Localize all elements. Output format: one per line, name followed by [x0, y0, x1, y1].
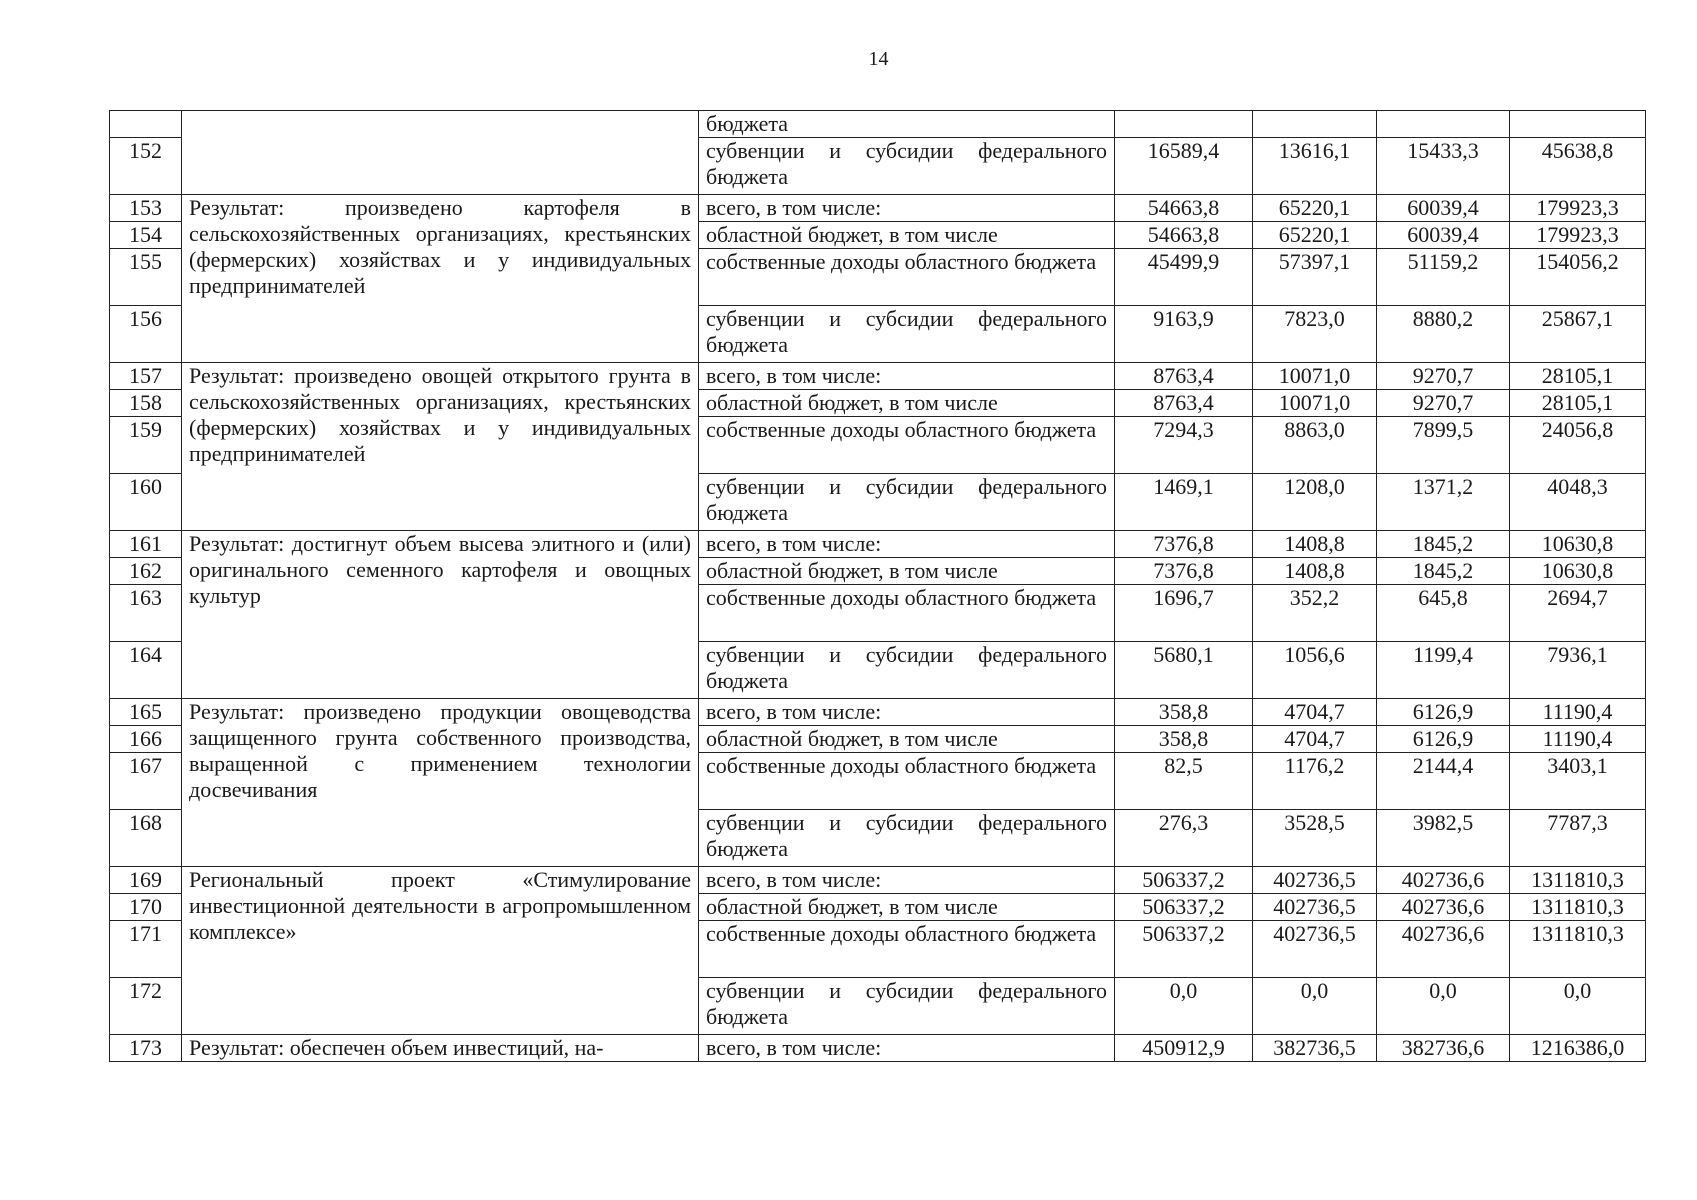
value-cell: 9163,9	[1115, 306, 1253, 363]
funding-source: всего, в том числе:	[699, 1035, 1115, 1062]
value-cell: 402736,5	[1253, 867, 1377, 894]
value-cell: 352,2	[1253, 585, 1377, 642]
funding-source: областной бюджет, в том числе	[699, 558, 1115, 585]
value-cell: 179923,3	[1510, 222, 1646, 249]
value-cell: 382736,5	[1253, 1035, 1377, 1062]
value-cell: 179923,3	[1510, 195, 1646, 222]
value-cell	[1510, 111, 1646, 138]
row-number: 172	[110, 978, 182, 1035]
row-number: 169	[110, 867, 182, 894]
value-cell: 1311810,3	[1510, 867, 1646, 894]
value-cell: 450912,9	[1115, 1035, 1253, 1062]
value-cell: 7787,3	[1510, 810, 1646, 867]
row-number: 160	[110, 474, 182, 531]
value-cell: 6126,9	[1377, 699, 1510, 726]
funding-source: собственные доходы областного бюджета	[699, 585, 1115, 642]
value-cell: 1845,2	[1377, 558, 1510, 585]
value-cell: 13616,1	[1253, 138, 1377, 195]
value-cell: 1216386,0	[1510, 1035, 1646, 1062]
value-cell: 65220,1	[1253, 195, 1377, 222]
value-cell: 1208,0	[1253, 474, 1377, 531]
funding-source: областной бюджет, в том числе	[699, 390, 1115, 417]
value-cell: 506337,2	[1115, 894, 1253, 921]
table-row	[110, 867, 1646, 894]
value-cell: 16589,4	[1115, 138, 1253, 195]
row-number: 165	[110, 699, 182, 726]
funding-source: всего, в том числе:	[699, 531, 1115, 558]
funding-source: собственные доходы областного бюджета	[699, 417, 1115, 474]
row-number: 164	[110, 642, 182, 699]
value-cell: 45638,8	[1510, 138, 1646, 195]
table-row	[110, 531, 1646, 558]
table-row	[110, 195, 1646, 222]
value-cell: 1311810,3	[1510, 894, 1646, 921]
value-cell: 1199,4	[1377, 642, 1510, 699]
result-description: Результат: достигнут объем высева элитного и (или) оригинального семенного картофеля и овощных культур	[182, 531, 699, 699]
value-cell: 0,0	[1253, 978, 1377, 1035]
value-cell: 28105,1	[1510, 390, 1646, 417]
value-cell: 9270,7	[1377, 390, 1510, 417]
value-cell: 1371,2	[1377, 474, 1510, 531]
value-cell: 0,0	[1115, 978, 1253, 1035]
value-cell: 7899,5	[1377, 417, 1510, 474]
value-cell: 60039,4	[1377, 222, 1510, 249]
value-cell: 7376,8	[1115, 531, 1253, 558]
page-number: 14	[868, 48, 889, 70]
row-number: 159	[110, 417, 182, 474]
value-cell: 60039,4	[1377, 195, 1510, 222]
value-cell: 402736,6	[1377, 894, 1510, 921]
row-number: 167	[110, 753, 182, 810]
value-cell: 10071,0	[1253, 390, 1377, 417]
value-cell: 0,0	[1377, 978, 1510, 1035]
row-number: 152	[110, 138, 182, 195]
funding-source: субвенции и субсидии федерального бюджета	[699, 810, 1115, 867]
value-cell: 10630,8	[1510, 558, 1646, 585]
value-cell: 1696,7	[1115, 585, 1253, 642]
budget-table	[109, 110, 1646, 1062]
row-number: 156	[110, 306, 182, 363]
value-cell: 9270,7	[1377, 363, 1510, 390]
funding-source: бюджета	[699, 111, 1115, 138]
result-description: Результат: произведено овощей открытого грунта в сельскохозяйственных организациях, крестьянских (фермерских) хозяйствах и у индивидуальных предпринимателей	[182, 363, 699, 531]
value-cell: 10630,8	[1510, 531, 1646, 558]
result-description: Результат: произведено продукции овощеводства защищенного грунта собственного производства, выращенной с применением технологии досвечивания	[182, 699, 699, 867]
value-cell: 5680,1	[1115, 642, 1253, 699]
result-description: Результат: обеспечен объем инвестиций, на-	[182, 1035, 699, 1062]
funding-source: субвенции и субсидии федерального бюджета	[699, 474, 1115, 531]
value-cell: 1845,2	[1377, 531, 1510, 558]
row-number: 170	[110, 894, 182, 921]
value-cell: 45499,9	[1115, 249, 1253, 306]
result-description	[182, 111, 699, 195]
value-cell: 7294,3	[1115, 417, 1253, 474]
table-row	[110, 1035, 1646, 1062]
value-cell: 8763,4	[1115, 363, 1253, 390]
value-cell: 3528,5	[1253, 810, 1377, 867]
value-cell	[1377, 111, 1510, 138]
funding-source: собственные доходы областного бюджета	[699, 921, 1115, 978]
value-cell: 402736,6	[1377, 867, 1510, 894]
value-cell: 402736,5	[1253, 921, 1377, 978]
value-cell: 7823,0	[1253, 306, 1377, 363]
value-cell: 402736,5	[1253, 894, 1377, 921]
value-cell: 3982,5	[1377, 810, 1510, 867]
row-number: 166	[110, 726, 182, 753]
value-cell: 4704,7	[1253, 726, 1377, 753]
value-cell: 8880,2	[1377, 306, 1510, 363]
funding-source: областной бюджет, в том числе	[699, 222, 1115, 249]
value-cell: 8863,0	[1253, 417, 1377, 474]
value-cell: 2144,4	[1377, 753, 1510, 810]
funding-source: всего, в том числе:	[699, 699, 1115, 726]
result-description: Региональный проект «Стимулирование инвестиционной деятельности в агропромышленном комплексе»	[182, 867, 699, 1035]
value-cell: 358,8	[1115, 699, 1253, 726]
table-row	[110, 699, 1646, 726]
value-cell: 15433,3	[1377, 138, 1510, 195]
funding-source: всего, в том числе:	[699, 363, 1115, 390]
value-cell: 24056,8	[1510, 417, 1646, 474]
funding-source: областной бюджет, в том числе	[699, 894, 1115, 921]
value-cell: 382736,6	[1377, 1035, 1510, 1062]
value-cell: 57397,1	[1253, 249, 1377, 306]
value-cell: 1469,1	[1115, 474, 1253, 531]
value-cell: 358,8	[1115, 726, 1253, 753]
result-description: Результат: произведено картофеля в сельскохозяйственных организациях, крестьянских (фермерских) хозяйствах и у индивидуальных предпринимателей	[182, 195, 699, 363]
value-cell: 6126,9	[1377, 726, 1510, 753]
funding-source: субвенции и субсидии федерального бюджета	[699, 978, 1115, 1035]
value-cell: 4704,7	[1253, 699, 1377, 726]
value-cell: 1311810,3	[1510, 921, 1646, 978]
value-cell: 54663,8	[1115, 195, 1253, 222]
value-cell: 154056,2	[1510, 249, 1646, 306]
funding-source: областной бюджет, в том числе	[699, 726, 1115, 753]
value-cell: 645,8	[1377, 585, 1510, 642]
value-cell: 1056,6	[1253, 642, 1377, 699]
value-cell: 506337,2	[1115, 867, 1253, 894]
value-cell: 82,5	[1115, 753, 1253, 810]
funding-source: всего, в том числе:	[699, 867, 1115, 894]
value-cell: 1408,8	[1253, 531, 1377, 558]
row-number: 154	[110, 222, 182, 249]
value-cell: 7936,1	[1510, 642, 1646, 699]
row-number: 168	[110, 810, 182, 867]
value-cell: 25867,1	[1510, 306, 1646, 363]
row-number: 153	[110, 195, 182, 222]
value-cell	[1115, 111, 1253, 138]
funding-source: всего, в том числе:	[699, 195, 1115, 222]
value-cell: 2694,7	[1510, 585, 1646, 642]
value-cell: 65220,1	[1253, 222, 1377, 249]
funding-source: субвенции и субсидии федерального бюджета	[699, 642, 1115, 699]
value-cell: 28105,1	[1510, 363, 1646, 390]
table-row	[110, 111, 1646, 138]
value-cell: 11190,4	[1510, 699, 1646, 726]
row-number: 171	[110, 921, 182, 978]
value-cell: 1408,8	[1253, 558, 1377, 585]
funding-source: собственные доходы областного бюджета	[699, 753, 1115, 810]
row-number: 158	[110, 390, 182, 417]
value-cell: 506337,2	[1115, 921, 1253, 978]
value-cell: 276,3	[1115, 810, 1253, 867]
value-cell: 0,0	[1510, 978, 1646, 1035]
row-number: 155	[110, 249, 182, 306]
value-cell: 3403,1	[1510, 753, 1646, 810]
value-cell: 8763,4	[1115, 390, 1253, 417]
funding-source: собственные доходы областного бюджета	[699, 249, 1115, 306]
value-cell: 402736,6	[1377, 921, 1510, 978]
row-number: 162	[110, 558, 182, 585]
table-row	[110, 363, 1646, 390]
row-number: 163	[110, 585, 182, 642]
funding-source: субвенции и субсидии федерального бюджета	[699, 306, 1115, 363]
value-cell: 54663,8	[1115, 222, 1253, 249]
value-cell: 11190,4	[1510, 726, 1646, 753]
row-number: 157	[110, 363, 182, 390]
value-cell: 4048,3	[1510, 474, 1646, 531]
row-number: 173	[110, 1035, 182, 1062]
row-number: 161	[110, 531, 182, 558]
value-cell: 1176,2	[1253, 753, 1377, 810]
value-cell: 51159,2	[1377, 249, 1510, 306]
funding-source: субвенции и субсидии федерального бюджета	[699, 138, 1115, 195]
value-cell: 10071,0	[1253, 363, 1377, 390]
value-cell	[1253, 111, 1377, 138]
value-cell: 7376,8	[1115, 558, 1253, 585]
row-number	[110, 111, 182, 138]
